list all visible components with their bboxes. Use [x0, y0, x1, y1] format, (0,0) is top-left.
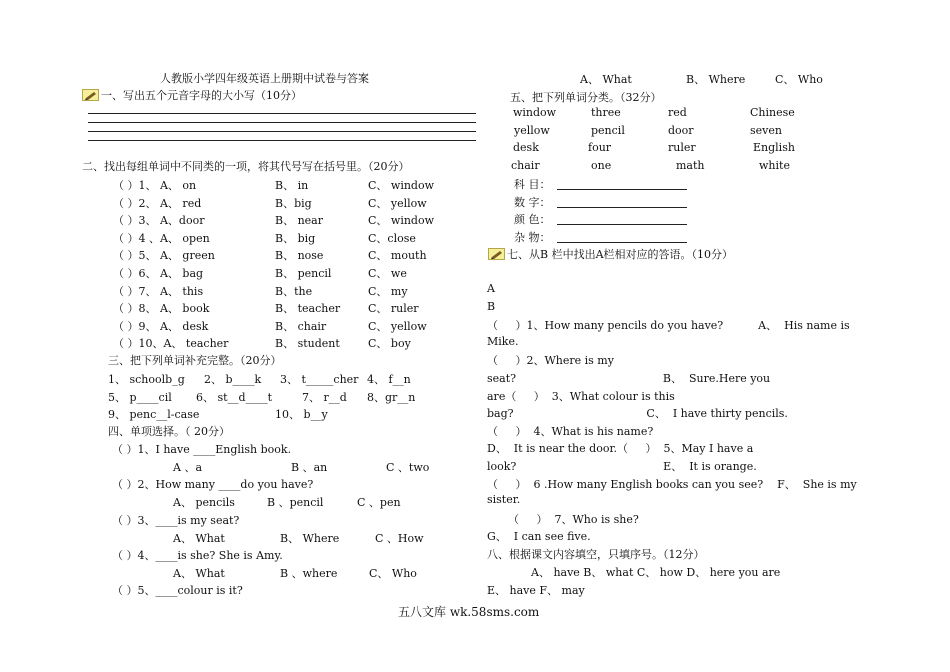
- s2-row-4-b: B、 big: [275, 231, 316, 245]
- s2-row-7-c: C、 my: [368, 284, 408, 298]
- answer-line: [557, 197, 687, 208]
- s7-line-1: A: [487, 282, 495, 295]
- s3-item-5: 5、 p____cil: [108, 391, 172, 404]
- word-1-3: red: [668, 106, 687, 119]
- word-2-4: seven: [750, 123, 782, 137]
- s7-line-11: look? E、 It is orange.: [487, 460, 757, 473]
- section4-heading: 四、单项选择。（ 20分）: [108, 425, 230, 438]
- s4-q2-opt-c: C 、pen: [357, 496, 401, 509]
- s3-item-8: 8、gr__n: [367, 391, 416, 404]
- s2-row-9-c: C、 yellow: [368, 319, 427, 333]
- s2-row-2-num: （ ）2、 A、 red: [113, 196, 202, 210]
- word-4-3: math: [676, 158, 705, 172]
- category-4: [514, 229, 687, 245]
- s7-line-6: seat? B、 Sure.Here you: [487, 372, 771, 385]
- s4-q4-opt-c: C、 Who: [369, 567, 417, 580]
- s2-row-7-b: B、the: [275, 284, 313, 298]
- s2-row-2-b: B、big: [275, 196, 312, 210]
- s2-row-1-num: （ ）1、 A、 on: [113, 179, 197, 192]
- writing-line-3: [88, 131, 476, 132]
- word-1-1: window: [513, 106, 557, 119]
- s7-line-5: （ ）2、Where is my: [487, 354, 614, 368]
- s2-row-1-c: C、 window: [368, 179, 435, 192]
- writing-line-1: [88, 113, 476, 114]
- s7-line-7: are（ ） 3、What colour is this: [487, 389, 675, 403]
- footer-watermark: 五八文库 wk.58sms.com: [398, 605, 540, 619]
- s4-q3-opt-c: C 、How: [375, 532, 424, 545]
- s7-line-4: Mike.: [487, 334, 519, 348]
- category-label: 颜 色：: [514, 213, 551, 227]
- category-label: 数 字：: [514, 195, 551, 209]
- s2-row-6-c: C、 we: [368, 267, 407, 280]
- s2-row-3-num: （ ）3、 A、door: [113, 214, 205, 228]
- word-4-1: chair: [511, 158, 540, 172]
- word-4-4: white: [759, 158, 790, 172]
- word-1-2: three: [591, 106, 621, 119]
- section7-heading: [488, 246, 733, 262]
- answer-line: [557, 232, 687, 243]
- s2-row-6-num: （ ）6、 A、 bag: [113, 267, 204, 280]
- writing-line-4: [88, 140, 476, 141]
- s7-line-9: （ ） 4、What is his name?: [487, 424, 654, 438]
- s4-q5-opt-a: A、 What: [580, 73, 632, 86]
- s2-row-3-b: B、 near: [275, 214, 323, 228]
- word-3-1: desk: [513, 141, 539, 155]
- s4-q2-opt-a: A、 pencils: [173, 496, 235, 509]
- s4-q5-opt-c: C、 Who: [775, 73, 823, 86]
- s2-row-8-c: C、 ruler: [368, 302, 419, 316]
- s4-q3: （ ）3、____is my seat?: [112, 514, 240, 527]
- s4-q4-opt-a: A、 What: [173, 567, 225, 580]
- s7-line-10: D、 It is near the door.（ ） 5、May I have a: [487, 442, 754, 456]
- s2-row-9-b: B、 chair: [275, 319, 327, 333]
- s4-q1-opt-b: B 、an: [291, 461, 328, 474]
- category-2: [514, 194, 687, 210]
- s4-q1-opt-a: A 、a: [173, 461, 202, 474]
- s7-line-2: B: [487, 299, 496, 313]
- s3-item-7: 7、 r__d: [302, 391, 347, 404]
- s7-line-13: sister.: [487, 493, 521, 507]
- s3-item-10: 10、 b__y: [275, 408, 328, 421]
- section7-title: 七、从B 栏中找出A栏相对应的答语。（10分）: [507, 248, 734, 261]
- category-label: 科 目：: [514, 178, 551, 191]
- s2-row-1-b: B、 in: [275, 179, 309, 192]
- s4-q1-opt-c: C 、two: [386, 461, 430, 474]
- s7-line-12: （ ） 6 .How many English books can you see? F、 She is my: [487, 477, 857, 491]
- s4-q3-opt-b: B、 Where: [280, 532, 340, 545]
- s2-row-5-num: （ ）5、 A、 green: [113, 249, 215, 263]
- section1-heading: [82, 87, 302, 103]
- s4-q5: （ ）5、____colour is it?: [112, 584, 243, 597]
- s3-item-3: 3、 t_____cher: [280, 373, 359, 386]
- word-4-2: one: [591, 158, 612, 172]
- s2-row-5-c: C、 mouth: [368, 249, 427, 263]
- s2-row-5-b: B、 nose: [275, 249, 324, 263]
- section2-heading: 二、找出每组单词中不同类的一项，将其代号写在括号里。（20分）: [82, 160, 410, 173]
- s2-row-2-c: C、 yellow: [368, 196, 427, 210]
- s2-row-8-num: （ ）8、 A、 book: [113, 302, 210, 316]
- s2-row-10-num: （ ）10、A、 teacher: [113, 337, 229, 351]
- s8-options-2: E、 have F、 may: [487, 584, 585, 597]
- s7-line-15: G、 I can see five.: [487, 530, 591, 544]
- s2-row-7-num: （ ）7、 A、 this: [113, 284, 204, 298]
- word-3-3: ruler: [668, 141, 696, 155]
- s7-line-8: bag? C、 I have thirty pencils.: [487, 407, 788, 421]
- s3-item-9: 9、 penc__l-case: [108, 408, 200, 421]
- word-2-2: pencil: [591, 123, 625, 137]
- s2-row-10-b: B、 student: [275, 337, 340, 351]
- category-1: [514, 176, 687, 192]
- s4-q2-opt-b: B 、pencil: [267, 496, 324, 509]
- s7-line-3: （ ）1、How many pencils do you have? A、 His name is: [487, 319, 850, 333]
- answer-line: [557, 179, 687, 190]
- word-1-4: Chinese: [750, 106, 795, 119]
- s3-item-2: 2、 b____k: [204, 373, 262, 386]
- s2-row-9-num: （ ）9、 A、 desk: [113, 319, 209, 333]
- pencil-icon: [82, 89, 99, 101]
- s2-row-4-num: （ ）4 、A、 open: [113, 231, 210, 245]
- word-2-1: yellow: [514, 123, 550, 137]
- s4-q1: （ ）1、I have ____English book.: [112, 443, 292, 456]
- s7-line-14: （ ） 7、Who is she?: [487, 512, 639, 526]
- section1-title: 一、写出五个元音字母的大小写（10分）: [101, 89, 302, 102]
- pencil-icon: [488, 248, 505, 260]
- s4-q5-opt-b: B、 Where: [686, 73, 746, 86]
- writing-line-2: [88, 122, 476, 123]
- s2-row-10-c: C、 boy: [368, 337, 411, 351]
- section8-heading: 八、根据课文内容填空，只填序号。（12分）: [487, 548, 705, 561]
- answer-line: [557, 214, 687, 225]
- section3-heading: 三、把下列单词补充完整。（20分）: [108, 354, 282, 367]
- exam-title: 人教版小学四年级英语上册期中试卷与答案: [160, 72, 369, 85]
- category-3: [514, 211, 687, 227]
- s8-options-1: A、 have B、 what C、 how D、 here you are: [531, 566, 781, 579]
- s3-item-6: 6、 st__d____t: [196, 391, 273, 404]
- section5-heading: 五、把下列单词分类。（32分）: [510, 91, 662, 104]
- s4-q3-opt-a: A、 What: [173, 532, 225, 545]
- s3-item-4: 4、 f__n: [367, 373, 411, 386]
- s4-q4: （ ）4、____is she? She is Amy.: [112, 549, 283, 562]
- s2-row-6-b: B、 pencil: [275, 267, 332, 280]
- word-3-2: four: [588, 141, 612, 155]
- s3-item-1: 1、 schoolb_g: [108, 373, 185, 386]
- s4-q4-opt-b: B 、where: [280, 567, 338, 580]
- word-2-3: door: [668, 123, 694, 137]
- category-label: 杂 物：: [514, 230, 551, 244]
- word-3-4: English: [753, 141, 795, 155]
- s2-row-4-c: C、close: [368, 231, 416, 245]
- s2-row-8-b: B、 teacher: [275, 302, 341, 316]
- s4-q2: （ ）2、How many ____do you have?: [112, 478, 314, 491]
- s2-row-3-c: C、 window: [368, 214, 435, 228]
